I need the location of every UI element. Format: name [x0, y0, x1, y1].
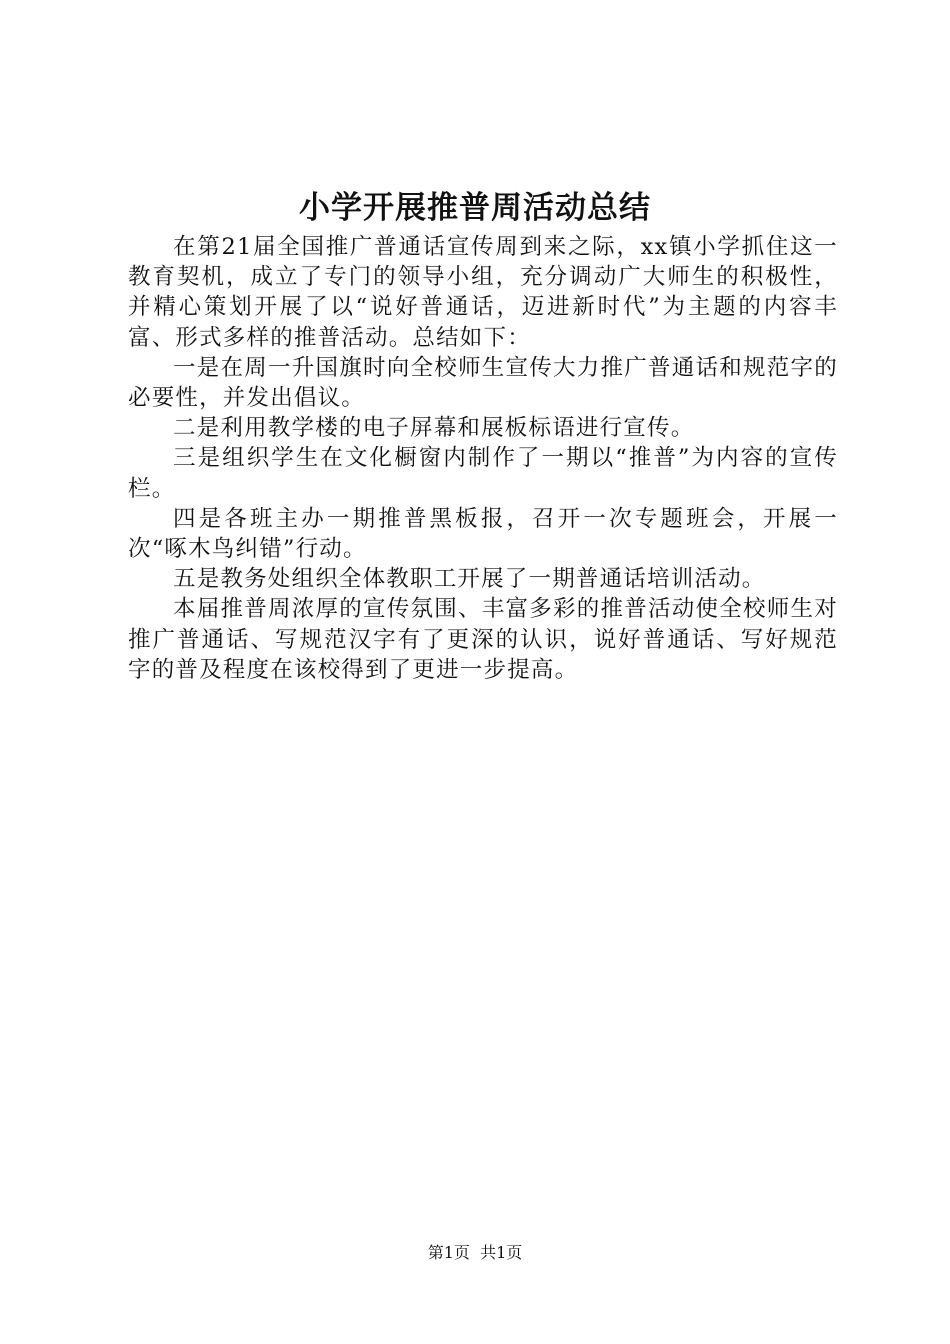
- document-body: [128, 232, 838, 685]
- paragraph-item-2: 二是利用教学楼的电子屏幕和展板标语进行宣传。: [173, 415, 695, 442]
- paragraph-item-5: 五是教务处组织全体教职工开展了一期普通话培训活动。: [173, 566, 766, 593]
- page-number-current: 第1页: [427, 1243, 470, 1262]
- paragraph-item-4: 四是各班主办一期推普黑板报，召开一次专题班会，开展一次“啄木鸟纠错”行动。: [128, 505, 838, 563]
- paragraph-conclusion: 本届推普周浓厚的宣传氛围、丰富多彩的推普活动使全校师生对推广普通话、写规范汉字有了更深的认识，说好普通话、写好规范字的普及程度在该校得到了更进一步提高。: [128, 596, 838, 683]
- page-title: 小学开展推普周活动总结: [299, 190, 651, 226]
- paragraph-intro: 在第21届全国推广普通话宣传周到来之际，xx镇小学抓住这一教育契机，成立了专门的领导小组，充分调动广大师生的积极性，并精心策划开展了以“说好普通话，迈进新时代”为主题的内容丰富、形式多样的推普活动。总结如下：: [128, 234, 838, 351]
- paragraph-item-3: 三是组织学生在文化橱窗内制作了一期以“推普”为内容的宣传栏。: [128, 445, 838, 502]
- page-number-total: 共1页: [480, 1243, 523, 1262]
- page-footer: [0, 1242, 950, 1264]
- paragraph-item-1: 一是在周一升国旗时向全校师生宣传大力推广普通话和规范字的必要性，并发出倡议。: [128, 354, 838, 412]
